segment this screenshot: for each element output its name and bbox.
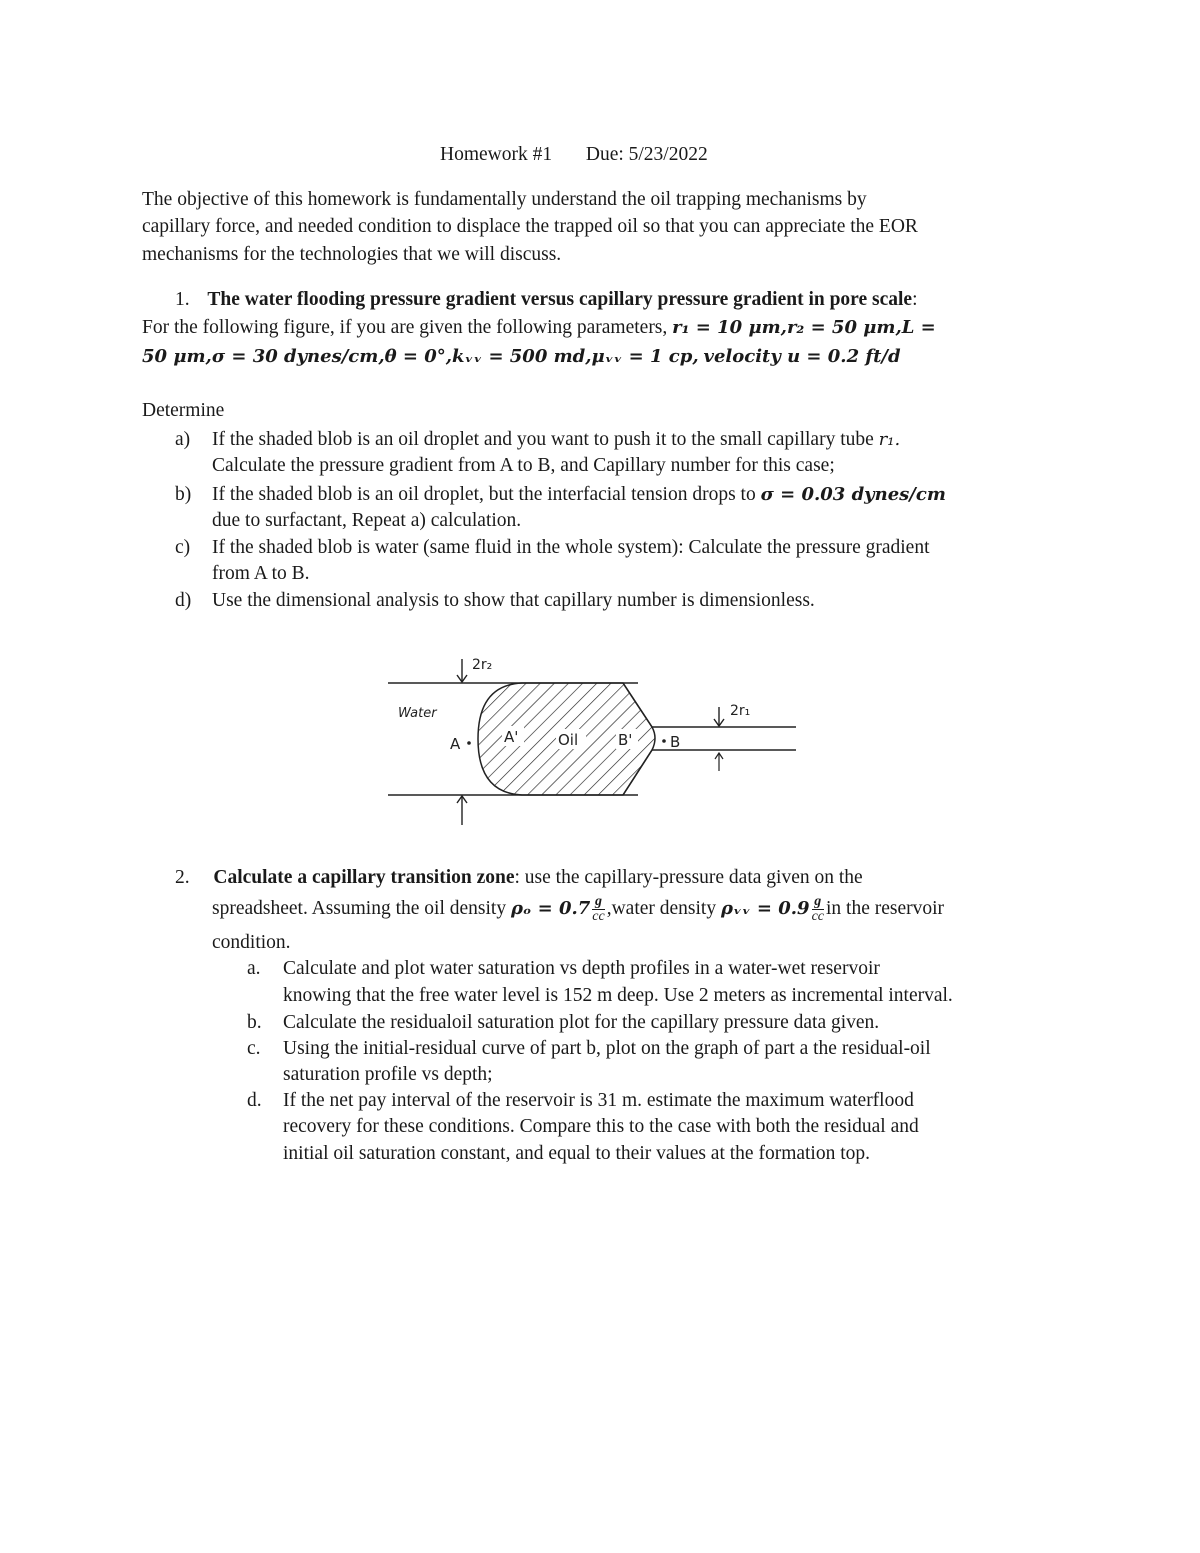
q2-number: 2. xyxy=(175,867,190,888)
q2-density-line xyxy=(212,895,944,924)
param-r1: r₁ = 10 μm, xyxy=(672,317,787,338)
intro-line-3: mechanisms for the technologies that we will discuss. xyxy=(142,244,562,265)
rho-oil: ρₒ = 0.7 xyxy=(510,898,591,919)
rho-water-unit-den: cc xyxy=(811,909,825,925)
q1-item-b-symbol: σ = 0.03 dynes/cm xyxy=(760,484,946,505)
q2-heading-text: Calculate a capillary transition zone xyxy=(213,867,515,888)
label-water: Water xyxy=(398,706,437,721)
intro-line-2: capillary force, and needed condition to displace the trapped oil so that you can appreciate the EOR xyxy=(142,216,918,237)
rho-water: ρᵥᵥ = 0.9 xyxy=(720,898,810,919)
label-b: B xyxy=(670,733,681,751)
q1-heading-text: The water flooding pressure gradient versus capillary pressure gradient in pore scale xyxy=(207,289,913,310)
q2-heading-lead: : use the capillary-pressure data given on the xyxy=(514,867,863,888)
q2-item-b-line-1: Calculate the residualoil saturation plot for the capillary pressure data given. xyxy=(283,1012,880,1033)
q2-item-b-label: b. xyxy=(247,1012,262,1033)
q1-item-a-symbol: r₁. xyxy=(878,429,901,450)
rho-oil-unit-num: g xyxy=(592,895,604,910)
q1-item-c-label: c) xyxy=(175,537,191,558)
param-kw: kᵥᵥ = 500 md, xyxy=(452,346,592,367)
q1-params-line-1 xyxy=(142,314,936,341)
label-a-prime: A' xyxy=(504,728,519,746)
q2-item-c-line-1: Using the initial-residual curve of part b, plot on the graph of part a the residual-oil xyxy=(283,1038,931,1059)
q1-item-c-line-1: If the shaded blob is water (same fluid in the whole system): Calculate the pressure gradient xyxy=(212,537,930,558)
q2-item-c-label: c. xyxy=(247,1038,261,1059)
q1-item-a-line-2: Calculate the pressure gradient from A to B, and Capillary number for this case; xyxy=(212,455,835,476)
q1-params-lead: For the following figure, if you are given the following parameters, xyxy=(142,317,668,338)
param-L: L = xyxy=(901,317,936,338)
intro-line-1: The objective of this homework is fundamentally understand the oil trapping mechanisms by xyxy=(142,189,867,210)
param-r2: r₂ = 50 μm, xyxy=(786,317,902,338)
label-oil: Oil xyxy=(558,731,579,749)
q2-item-d-label: d. xyxy=(247,1090,262,1111)
param-L-value: 50 μm, xyxy=(142,346,212,367)
q2-heading xyxy=(175,864,863,891)
q1-item-a-label: a) xyxy=(175,429,191,450)
due-date: Due: 5/23/2022 xyxy=(585,144,708,165)
q2-item-d-line-1: If the net pay interval of the reservoir is 31 m. estimate the maximum waterflood xyxy=(283,1090,914,1111)
q1-item-c-line-2: from A to B. xyxy=(212,563,310,584)
point-a xyxy=(467,741,471,745)
q1-item-b-text: If the shaded blob is an oil droplet, but the interfacial tension drops to xyxy=(212,484,756,505)
q2-item-d-line-2: recovery for these conditions. Compare this to the case with both the residual and xyxy=(283,1116,919,1137)
q1-item-b-line-1 xyxy=(212,481,946,508)
q2-item-a-line-2: knowing that the free water level is 152 m deep. Use 2 meters as incremental interval. xyxy=(283,985,953,1006)
rho-oil-unit-den: cc xyxy=(592,909,605,925)
rho-water-unit-num: g xyxy=(812,895,824,910)
q2-line-2b: ,water density xyxy=(606,898,717,919)
param-sigma: σ = 30 dynes/cm, xyxy=(211,346,385,367)
q1-item-d-line-1: Use the dimensional analysis to show that capillary number is dimensionless. xyxy=(212,590,815,611)
q2-line-3: condition. xyxy=(212,932,291,953)
q2-line-2c: in the reservoir xyxy=(826,898,945,919)
q1-heading: 1. The water flooding pressure gradient versus capillary pressure gradient in pore scale: xyxy=(175,289,918,310)
q1-item-a-text: If the shaded blob is an oil droplet and you want to push it to the small capillary tube xyxy=(212,429,874,450)
label-a: A xyxy=(450,735,461,753)
label-2r2: 2r₂ xyxy=(472,657,493,673)
rho-oil-unit xyxy=(592,895,604,924)
q1-item-d-label: d) xyxy=(175,590,192,611)
q2-item-a-line-1: Calculate and plot water saturation vs depth profiles in a water-wet reservoir xyxy=(283,958,880,979)
determine-label: Determine xyxy=(142,400,225,421)
rho-water-unit xyxy=(812,895,824,924)
pore-throat-figure xyxy=(380,645,810,835)
q2-line-2a: spreadsheet. Assuming the oil density xyxy=(212,898,507,919)
homework-title: Homework #1 xyxy=(440,144,553,165)
q2-item-c-line-2: saturation profile vs depth; xyxy=(283,1064,493,1085)
q2-item-d-line-3: initial oil saturation constant, and equal to their values at the formation top. xyxy=(283,1143,871,1164)
page-title xyxy=(440,141,708,168)
q1-number: 1. xyxy=(175,289,190,310)
q2-item-a-label: a. xyxy=(247,958,261,979)
q1-params-line-2 xyxy=(142,343,901,370)
label-b-prime: B' xyxy=(618,731,633,749)
point-b xyxy=(662,739,666,743)
param-velocity: velocity u = 0.2 ft/d xyxy=(703,346,901,367)
param-muw: μᵥᵥ = 1 cp, xyxy=(591,346,699,367)
q1-item-b-label: b) xyxy=(175,484,192,505)
q1-item-b-line-2: due to surfactant, Repeat a) calculation. xyxy=(212,510,522,531)
param-theta: θ = 0°, xyxy=(384,346,453,367)
q1-item-a-line-1 xyxy=(212,426,900,453)
label-2r1: 2r₁ xyxy=(730,703,751,719)
